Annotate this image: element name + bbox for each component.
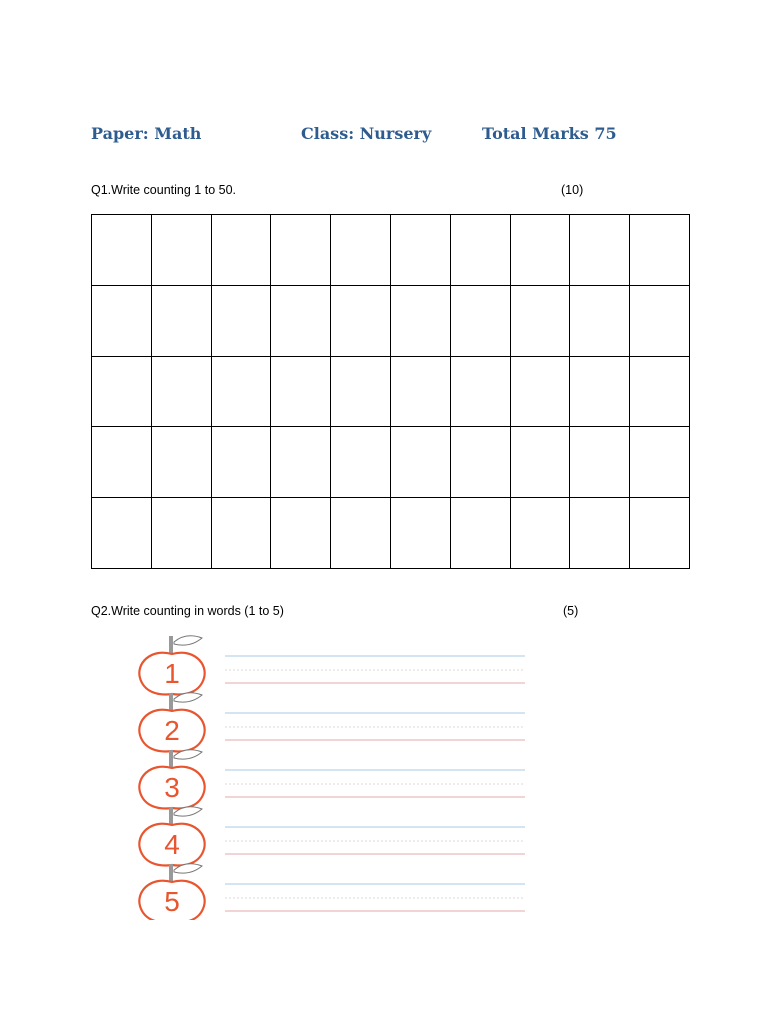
grid-cell[interactable]: [331, 356, 391, 427]
grid-cell[interactable]: [630, 498, 690, 569]
question-2-marks: (5): [563, 604, 579, 618]
apple-stem-icon: [169, 864, 173, 882]
grid-cell[interactable]: [630, 356, 690, 427]
paper-header: [0, 124, 768, 148]
grid-cell[interactable]: [331, 498, 391, 569]
grid-cell[interactable]: [211, 427, 271, 498]
grid-cell[interactable]: [570, 356, 630, 427]
grid-cell[interactable]: [271, 285, 331, 356]
grid-cell[interactable]: [390, 285, 450, 356]
grid-cell[interactable]: [151, 356, 211, 427]
grid-cell[interactable]: [151, 215, 211, 286]
grid-cell[interactable]: [92, 285, 152, 356]
grid-row: [92, 427, 690, 498]
apple-number-4: [139, 807, 525, 866]
grid-cell[interactable]: [450, 356, 510, 427]
grid-row: [92, 498, 690, 569]
apple-number-3: [139, 750, 525, 809]
grid-cell[interactable]: [92, 427, 152, 498]
grid-cell[interactable]: [450, 498, 510, 569]
grid-row: [92, 215, 690, 286]
grid-cell[interactable]: [151, 285, 211, 356]
grid-cell[interactable]: [271, 498, 331, 569]
apple-number-label: 1: [164, 658, 180, 689]
paper-title: Paper: Math: [91, 124, 202, 143]
grid-cell[interactable]: [211, 356, 271, 427]
apple-number-1: [139, 636, 525, 695]
grid-cell[interactable]: [211, 285, 271, 356]
grid-cell[interactable]: [570, 215, 630, 286]
grid-cell[interactable]: [630, 285, 690, 356]
total-marks: Total Marks 75: [482, 124, 617, 143]
grid-cell[interactable]: [390, 215, 450, 286]
grid-cell[interactable]: [331, 215, 391, 286]
apple-number-label: 3: [164, 772, 180, 803]
grid-cell[interactable]: [92, 356, 152, 427]
grid-cell[interactable]: [211, 498, 271, 569]
grid-cell[interactable]: [211, 215, 271, 286]
grid-cell[interactable]: [331, 285, 391, 356]
grid-cell[interactable]: [271, 215, 331, 286]
apple-number-5: [139, 864, 525, 920]
apple-stem-icon: [169, 807, 173, 825]
grid-cell[interactable]: [510, 285, 570, 356]
grid-cell[interactable]: [570, 285, 630, 356]
grid-cell[interactable]: [151, 427, 211, 498]
question-2-text: Q2.Write counting in words (1 to 5): [91, 604, 284, 618]
grid-cell[interactable]: [92, 498, 152, 569]
grid-cell[interactable]: [450, 285, 510, 356]
counting-grid: [91, 214, 690, 569]
grid-cell[interactable]: [450, 215, 510, 286]
grid-cell[interactable]: [390, 427, 450, 498]
apple-number-label: 2: [164, 715, 180, 746]
apple-number-label: 5: [164, 886, 180, 917]
grid-cell[interactable]: [630, 215, 690, 286]
grid-cell[interactable]: [510, 356, 570, 427]
grid-cell[interactable]: [510, 215, 570, 286]
grid-cell[interactable]: [92, 215, 152, 286]
grid-cell[interactable]: [390, 356, 450, 427]
grid-cell[interactable]: [390, 498, 450, 569]
apple-stem-icon: [169, 636, 173, 654]
apple-number-label: 4: [164, 829, 180, 860]
apple-number-2: [139, 693, 525, 752]
grid-cell[interactable]: [630, 427, 690, 498]
grid-cell[interactable]: [331, 427, 391, 498]
grid-cell[interactable]: [570, 427, 630, 498]
apple-leaf-icon: [174, 636, 202, 645]
grid-cell[interactable]: [570, 498, 630, 569]
grid-cell[interactable]: [271, 356, 331, 427]
number-apples-worksheet: [110, 630, 540, 920]
grid-cell[interactable]: [151, 498, 211, 569]
grid-cell[interactable]: [271, 427, 331, 498]
class-label: Class: Nursery: [301, 124, 432, 143]
question-1-text: Q1.Write counting 1 to 50.: [91, 183, 236, 197]
apple-stem-icon: [169, 750, 173, 768]
grid-cell[interactable]: [510, 498, 570, 569]
grid-row: [92, 285, 690, 356]
question-1-marks: (10): [561, 183, 584, 197]
grid-cell[interactable]: [450, 427, 510, 498]
apple-stem-icon: [169, 693, 173, 711]
grid-row: [92, 356, 690, 427]
grid-cell[interactable]: [510, 427, 570, 498]
